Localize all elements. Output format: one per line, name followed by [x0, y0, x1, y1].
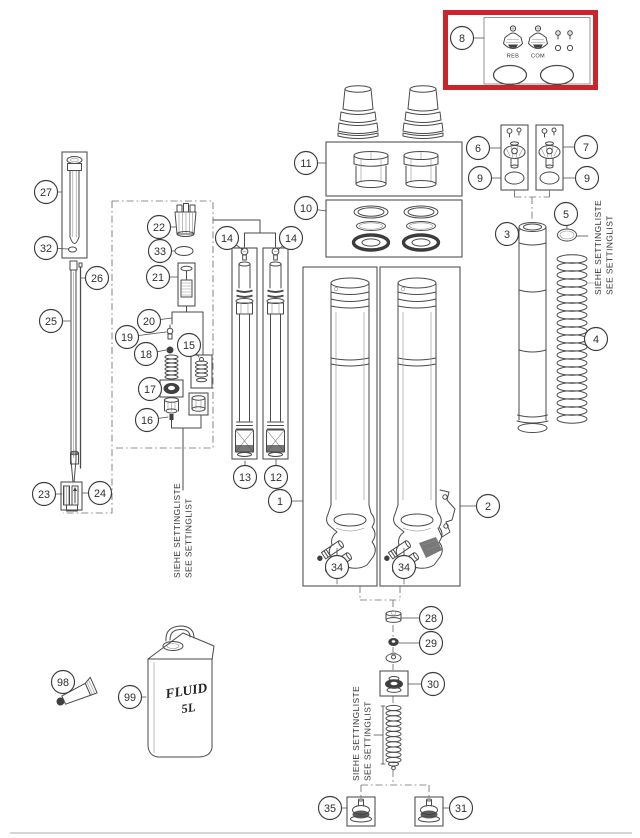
- fork-cap-22: [175, 204, 196, 237]
- outer-tube-3: [517, 223, 548, 433]
- svg-text:24: 24: [93, 487, 107, 500]
- oring-29: [388, 638, 398, 646]
- part-callout-9: [469, 167, 502, 190]
- fluid-can-99: [148, 626, 214, 757]
- settings-note-bottom-en: SEE SETTINGLIST: [362, 701, 373, 781]
- part-callout-23: [33, 483, 63, 506]
- svg-text:12: 12: [269, 471, 283, 484]
- settings-note-bottom-de: SIEHE SETTINGLISTE: [351, 685, 361, 781]
- bushing-kit-box-11: [326, 142, 462, 196]
- part-callout-3: [496, 223, 521, 246]
- part-callout-20: [138, 310, 173, 333]
- svg-text:21: 21: [151, 271, 165, 284]
- red-highlight-box: [446, 13, 596, 88]
- part-callout-28: [401, 607, 443, 630]
- svg-text:7: 7: [582, 141, 590, 154]
- cap-assembly-centerline: [515, 190, 550, 221]
- pin-16: [170, 414, 174, 420]
- part-callout-22: [148, 216, 177, 239]
- subassembly-bracket: [172, 415, 202, 490]
- part-callout-35: [319, 797, 348, 820]
- part-callout-12: [265, 460, 288, 489]
- part-callout-13: [234, 461, 257, 489]
- valve-19: [167, 325, 173, 339]
- settings-note-right-en: SEE SETTINGLIST: [604, 215, 615, 295]
- svg-text:8: 8: [458, 32, 466, 45]
- part-callout-98: [52, 671, 75, 694]
- ball-18: [167, 347, 174, 354]
- svg-text:20: 20: [142, 315, 156, 328]
- part-callout-15: [178, 334, 201, 358]
- svg-text:30: 30: [426, 678, 440, 691]
- svg-text:14: 14: [220, 232, 234, 245]
- settings-note-bottom: [351, 686, 373, 781]
- part-callout-16: [136, 409, 169, 432]
- fork-leg-box-2: [380, 267, 460, 586]
- svg-text:13: 13: [238, 471, 252, 484]
- settings-note-right: [593, 200, 615, 295]
- part-callout-14: [216, 227, 244, 251]
- fork-cap-box-6: [501, 125, 528, 190]
- part-callout-6: [467, 137, 502, 160]
- spring-stack-17: [160, 355, 183, 420]
- svg-text:25: 25: [44, 315, 58, 328]
- part-callout-7: [563, 136, 598, 159]
- part-callout-25: [40, 310, 71, 333]
- part-callout-33: [149, 240, 176, 263]
- part-callout-27: [35, 181, 63, 204]
- adjuster-tube-box-21: [178, 263, 195, 312]
- svg-text:9: 9: [583, 172, 591, 185]
- oring-33: [175, 247, 193, 256]
- spring-seat-box-30: [380, 671, 408, 696]
- part-callout-30: [408, 673, 445, 696]
- svg-text:27: 27: [39, 186, 53, 199]
- part-callout-18: [135, 343, 167, 366]
- fork-cap-box-7: [536, 125, 563, 190]
- svg-text:14: 14: [284, 232, 298, 245]
- svg-text:29: 29: [424, 637, 438, 650]
- svg-text:15: 15: [182, 339, 196, 352]
- svg-text:4: 4: [592, 333, 600, 346]
- svg-text:98: 98: [56, 676, 70, 689]
- com-label: COM: [531, 53, 545, 60]
- svg-text:18: 18: [139, 348, 153, 361]
- svg-text:31: 31: [454, 802, 468, 815]
- svg-text:10: 10: [299, 202, 313, 215]
- svg-text:32: 32: [39, 242, 53, 255]
- seal-kit-box-10: [326, 200, 462, 257]
- lock-nut-28: [386, 611, 401, 622]
- part-callout-26: [81, 267, 109, 290]
- part-callout-2: [460, 495, 500, 518]
- part-callout-21: [147, 266, 179, 289]
- svg-text:3: 3: [503, 228, 511, 241]
- svg-text:23: 23: [37, 488, 51, 501]
- svg-text:5: 5: [562, 208, 570, 221]
- svg-text:34: 34: [330, 561, 344, 574]
- settings-note-mid: [172, 483, 194, 578]
- svg-text:11: 11: [300, 157, 312, 170]
- part-callout-29: [399, 632, 443, 655]
- svg-text:6: 6: [474, 142, 482, 155]
- reb-label: REB: [506, 53, 520, 60]
- svg-text:28: 28: [424, 612, 438, 625]
- fluid-size-label: 5L: [180, 700, 197, 717]
- part-callout-1: [269, 490, 304, 513]
- foot-box-35: [347, 797, 375, 826]
- svg-text:19: 19: [120, 331, 134, 344]
- fork-leg-box-1: [303, 267, 377, 586]
- cone-washer: [386, 652, 401, 662]
- svg-text:34: 34: [397, 561, 411, 574]
- part-callout-31: [443, 797, 473, 820]
- settings-note-mid-de: SIEHE SETTINGLISTE: [172, 482, 182, 578]
- svg-text:1: 1: [276, 495, 284, 508]
- adjuster-rod-box-27: [62, 152, 87, 258]
- svg-text:9: 9: [476, 172, 484, 185]
- settings-note-mid-en: SEE SETTINGLIST: [183, 498, 194, 578]
- svg-text:26: 26: [90, 272, 104, 285]
- svg-text:17: 17: [143, 383, 157, 396]
- cartridge-13: [232, 248, 257, 459]
- oring-5: [558, 229, 589, 241]
- part-callout-14: [278, 227, 303, 251]
- part-callout-4: [585, 328, 608, 351]
- part-callout-24: [82, 482, 112, 505]
- svg-text:22: 22: [152, 221, 166, 234]
- part-callout-17: [139, 378, 162, 401]
- part-callout-8: [451, 27, 485, 50]
- valve-box-15: [189, 355, 212, 415]
- svg-text:2: 2: [484, 500, 492, 513]
- part-callout-10: [295, 197, 327, 220]
- svg-text:33: 33: [153, 245, 167, 258]
- dust-boot-left: [338, 86, 378, 139]
- settings-note-right-de: SIEHE SETTINGLISTE: [593, 199, 603, 295]
- svg-text:35: 35: [323, 802, 337, 815]
- foot-box-31: [415, 797, 443, 826]
- part-callout-5: [555, 203, 578, 229]
- fluid-label: FLUID: [164, 679, 209, 702]
- part-callout-99: [119, 686, 147, 709]
- rebound-spring: [374, 705, 401, 769]
- svg-text:99: 99: [123, 691, 137, 704]
- dust-boot-right: [403, 86, 443, 139]
- part-callout-9: [563, 167, 599, 190]
- cartridge-12: [263, 248, 288, 459]
- part-callout-11: [295, 152, 327, 175]
- svg-text:16: 16: [140, 414, 154, 427]
